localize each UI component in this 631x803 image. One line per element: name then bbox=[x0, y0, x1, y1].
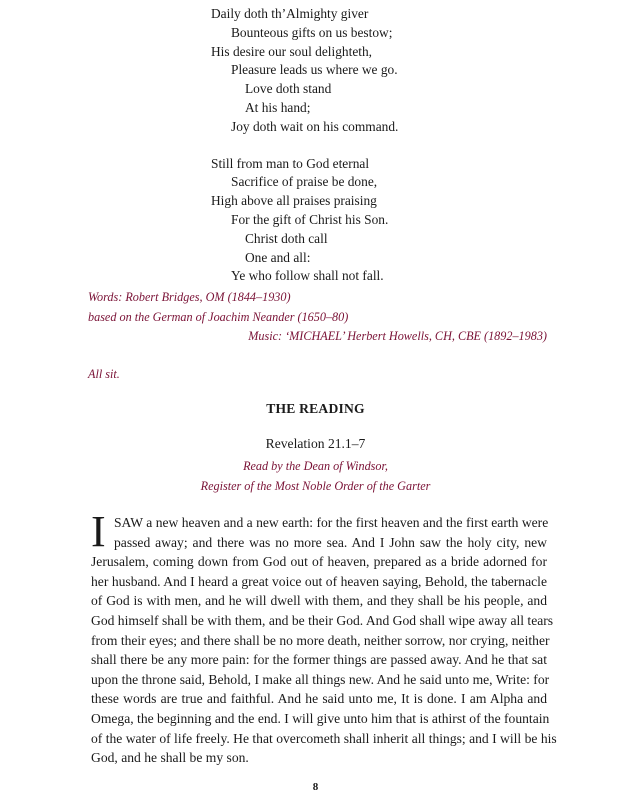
hymn-line: One and all: bbox=[245, 249, 311, 265]
reader-credit-line1: Read by the Dean of Windsor, bbox=[243, 459, 388, 473]
reading-text bbox=[91, 507, 557, 768]
reading-line: these words are true and faithful. And he said unto me, It is done. I am Alpha and bbox=[91, 691, 547, 707]
hymn-line: Pleasure leads us where we go. bbox=[231, 62, 398, 78]
page-number: 8 bbox=[312, 781, 319, 793]
reading-line: upon the throne said, Behold, I make all things new. And he said unto me, Write: for bbox=[91, 671, 550, 687]
reading-line: Omega, the beginning and the end. I will give unto him that is athirst of the fountain bbox=[91, 710, 550, 726]
hymn-verses bbox=[211, 5, 398, 286]
hymn-line: For the gift of Christ his Son. bbox=[231, 211, 389, 227]
hymn-line: Ye who follow shall not fall. bbox=[231, 268, 384, 284]
hymn-line: Love doth stand bbox=[245, 81, 332, 97]
drop-cap: I bbox=[91, 507, 106, 556]
section-heading: THE READING bbox=[266, 401, 365, 416]
hymn-line: Daily doth th’Almighty giver bbox=[211, 6, 369, 21]
hymn-line: Sacrifice of praise be done, bbox=[231, 174, 378, 190]
rubric-instruction: All sit. bbox=[88, 367, 120, 381]
hymn-line: Joy doth wait on his command. bbox=[231, 118, 399, 134]
reading-line: passed away; and there was no more sea. And I John saw the holy city, new bbox=[114, 534, 547, 550]
reading-line: God himself shall be with them, and be their God. And God shall wipe away all tears bbox=[91, 612, 554, 628]
hymn-stanza bbox=[211, 5, 398, 137]
reading-line: her husband. And I heard a great voice out of heaven saying, Behold, the tabernacle bbox=[91, 573, 547, 589]
hymn-source-credit: based on the German of Joachim Neander (1650–80) bbox=[88, 310, 349, 324]
hymn-line: Bounteous gifts on us bestow; bbox=[231, 24, 393, 40]
reading-line: of God is with men, and he will dwell with them, and they shall be his people, and bbox=[91, 593, 547, 609]
hymn-words-credit: Words: Robert Bridges, OM (1844–1930) bbox=[88, 290, 291, 304]
reading-line: SAW a new heaven and a new earth: for the first heaven and the first earth were bbox=[114, 515, 549, 530]
reading-line: God, and he shall be my son. bbox=[91, 750, 249, 766]
reading-line: from their eyes; and there shall be no more death, neither sorrow, nor crying, neither bbox=[91, 632, 550, 648]
hymn-line: Christ doth call bbox=[245, 230, 328, 246]
hymn-line: High above all praises praising bbox=[211, 193, 377, 209]
hymn-stanza bbox=[211, 155, 398, 287]
hymn-line: His desire our soul delighteth, bbox=[211, 43, 373, 59]
reading-line: shall there be any more pain: for the former things are passed away. And he that sat bbox=[91, 652, 547, 668]
hymn-music-credit: Music: ‘MICHAEL’ Herbert Howells, CH, CBE (1892–1983) bbox=[248, 329, 547, 343]
reader-credit-line2: Register of the Most Noble Order of the Garter bbox=[200, 479, 431, 493]
hymn-line: Still from man to God eternal bbox=[211, 155, 370, 171]
reading-line: of the water of life freely. He that overcometh shall inherit all things; and I will be his bbox=[91, 730, 557, 746]
reading-line: Jerusalem, coming down from God out of heaven, prepared as a bride adorned for bbox=[91, 554, 547, 570]
scripture-reference: Revelation 21.1–7 bbox=[265, 436, 366, 451]
hymn-line: At his hand; bbox=[245, 99, 311, 115]
